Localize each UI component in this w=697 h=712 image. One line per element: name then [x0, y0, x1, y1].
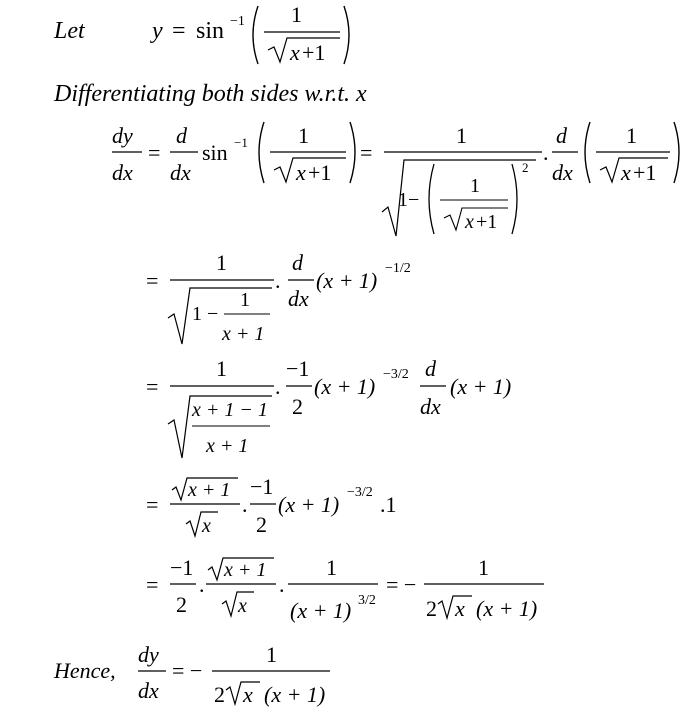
rparen: [674, 122, 679, 183]
lparen: [429, 164, 434, 234]
numerator: x + 1: [188, 479, 231, 501]
dy: dy: [112, 123, 133, 148]
d: d: [425, 356, 436, 381]
rparen: [350, 122, 355, 183]
line-step-2: [146, 356, 511, 458]
two: 2: [256, 512, 267, 537]
minus-one: −1: [170, 555, 194, 580]
line-derivative: [112, 122, 679, 236]
minus-one: −1: [250, 474, 274, 499]
times-one: .1: [380, 492, 397, 517]
var-x: x: [465, 211, 474, 233]
x-plus-one: (x + 1): [450, 374, 512, 399]
equals: =: [146, 268, 159, 293]
var-y: y: [152, 18, 163, 44]
differentiating-text: Differentiating both sides w.r.t. x: [54, 81, 367, 107]
numerator: 1: [266, 642, 277, 667]
x-plus-one: (x + 1): [314, 374, 376, 399]
dot: .: [275, 268, 281, 293]
x-plus-one: (x + 1): [278, 492, 340, 517]
dot: .: [543, 140, 549, 165]
var-x: x: [455, 596, 465, 621]
dot: .: [242, 492, 248, 517]
lparen: [253, 6, 258, 64]
inner-den: x + 1: [222, 323, 265, 345]
var-x: x: [296, 160, 306, 185]
equals: =: [146, 572, 159, 597]
lparen: [259, 122, 264, 183]
exponent: −3/2: [383, 367, 409, 382]
equals-minus: = −: [386, 572, 417, 597]
var-x: x: [621, 160, 631, 185]
line-step-1: [146, 250, 411, 345]
squared: 2: [522, 160, 529, 175]
dx: dx: [170, 160, 191, 185]
rparen: [512, 164, 517, 234]
line-step-3: [146, 474, 397, 537]
d: d: [292, 250, 303, 275]
two: 2: [214, 682, 225, 707]
hence-label: Hence,: [54, 658, 116, 683]
inner-den: x + 1: [206, 435, 249, 457]
inverse-exp: −1: [234, 135, 248, 150]
denominator: x: [202, 515, 211, 537]
numerator: 1: [216, 356, 227, 381]
dot: .: [199, 572, 205, 597]
dx: dx: [288, 286, 309, 311]
denominator: x: [238, 595, 247, 617]
dot: .: [279, 572, 285, 597]
sin: sin: [202, 140, 228, 165]
x-plus-one: (x + 1): [290, 598, 352, 623]
dot: .: [275, 374, 281, 399]
inverse-exp: −1: [230, 14, 245, 29]
numerator: 1: [456, 123, 467, 148]
equals: =: [360, 140, 373, 165]
numerator: x + 1: [224, 559, 267, 581]
x-plus-one: (x + 1): [476, 596, 538, 621]
dx: dx: [138, 678, 159, 703]
one-minus: 1 −: [192, 303, 219, 325]
equals: =: [148, 140, 161, 165]
dx: dx: [552, 160, 573, 185]
d: d: [176, 123, 187, 148]
dx: dx: [112, 160, 133, 185]
exponent: 3/2: [358, 593, 376, 608]
line-hence: [53, 642, 330, 707]
var-x: x: [243, 682, 253, 707]
var-x: x: [290, 40, 300, 65]
rparen: [344, 6, 349, 64]
let-label: Let: [54, 18, 85, 44]
inner-num: 1: [470, 175, 480, 197]
dy: dy: [138, 642, 159, 667]
d: d: [556, 123, 567, 148]
two: 2: [426, 596, 437, 621]
numerator: 1: [298, 123, 309, 148]
exponent: −3/2: [347, 485, 373, 500]
plus-one: +1: [633, 160, 657, 185]
equals: =: [172, 18, 186, 44]
line-let: [53, 2, 349, 65]
dx: dx: [420, 394, 441, 419]
two: 2: [176, 592, 187, 617]
plus-one: +1: [302, 40, 326, 65]
two: 2: [292, 394, 303, 419]
equals-minus: = −: [172, 658, 203, 683]
line-step-4: [146, 555, 544, 623]
one-minus: 1−: [398, 189, 420, 211]
equals: =: [146, 374, 159, 399]
sin: sin: [196, 18, 225, 44]
minus-one: −1: [286, 356, 310, 381]
exponent: −1/2: [385, 261, 411, 276]
equals: =: [146, 492, 159, 517]
numerator: 1: [291, 2, 302, 27]
numerator: 1: [478, 555, 489, 580]
numerator: 1: [216, 250, 227, 275]
plus-one: +1: [308, 160, 332, 185]
inner-num: x + 1 − 1: [192, 399, 268, 421]
numerator: 1: [626, 123, 637, 148]
x-plus-one: (x + 1): [316, 268, 378, 293]
plus-one: +1: [476, 211, 498, 233]
numerator: 1: [326, 555, 337, 580]
lparen: [585, 122, 590, 183]
inner-num: 1: [240, 289, 250, 311]
x-plus-one: (x + 1): [264, 682, 326, 707]
